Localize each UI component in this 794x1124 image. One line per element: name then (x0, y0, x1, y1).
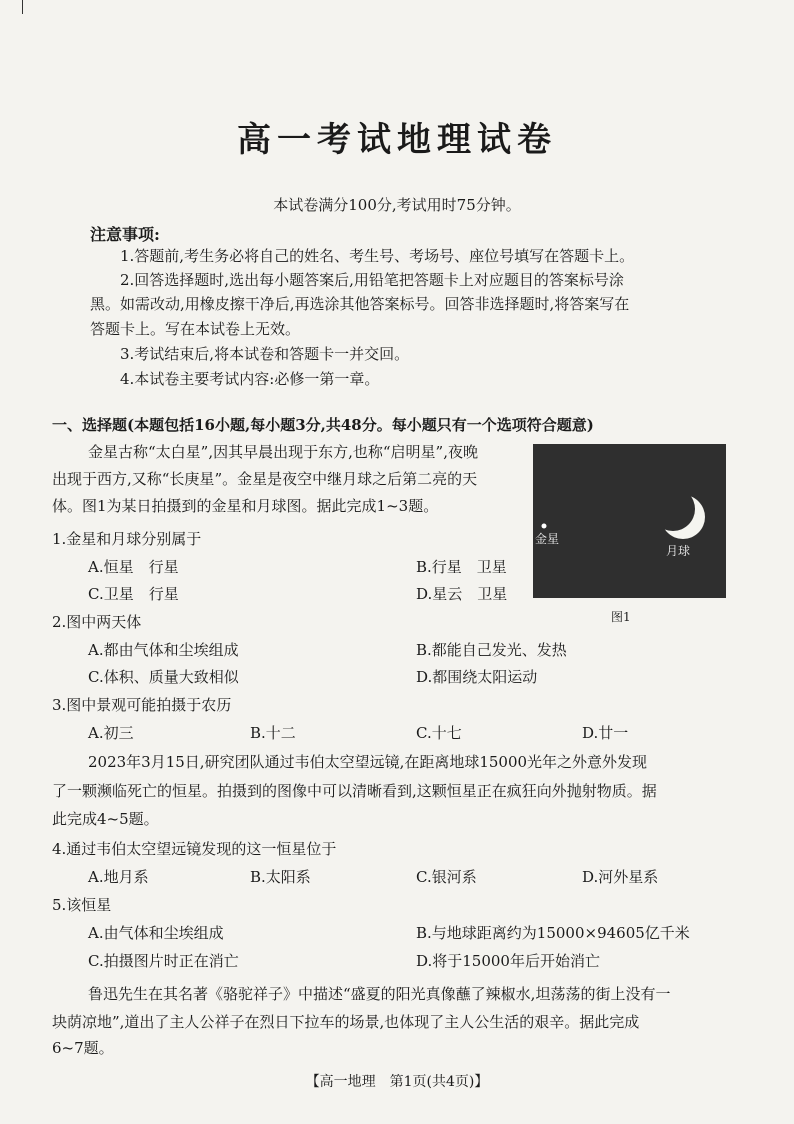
notice-line-6: 4.本试卷主要考试内容:必修一第一章。 (120, 370, 380, 388)
q4-option-d: D.河外星系 (582, 868, 659, 886)
section-header: 一、选择题(本题包括16小题,每小题3分,共48分。每小题只有一个选项符合题意) (52, 416, 594, 434)
notice-line-2: 2.回答选择题时,选出每小题答案后,用铅笔把答题卡上对应题目的答案标号涂 (120, 271, 624, 289)
q4-option-c: C.银河系 (416, 868, 477, 886)
q1-option-a: A.恒星 行星 (88, 558, 179, 576)
passage1-line-1: 金星古称“太白星”,因其早晨出现于东方,也称“启明星”,夜晚 (88, 443, 478, 461)
notice-line-3: 黑。如需改动,用橡皮擦干净后,再选涂其他答案标号。回答非选择题时,将答案写在 (90, 295, 630, 313)
q5-option-d: D.将于15000年后开始消亡 (416, 952, 600, 970)
q3-stem: 3.图中景观可能拍摄于农历 (52, 696, 232, 714)
q1-option-d: D.星云 卫星 (416, 585, 508, 603)
corner-mark (22, 0, 23, 14)
figure-svg (533, 444, 726, 598)
q3-option-d: D.廿一 (582, 724, 629, 742)
q5-stem: 5.该恒星 (52, 896, 112, 914)
exam-subtitle: 本试卷满分100分,考试用时75分钟。 (273, 196, 521, 214)
q5-option-a: A.由气体和尘埃组成 (88, 924, 224, 942)
moon-label: 月球 (666, 544, 691, 558)
passage3-line-3: 6~7题。 (52, 1039, 114, 1057)
notice-line-4: 答题卡上。写在本试卷上无效。 (90, 320, 301, 338)
q1-option-b: B.行星 卫星 (416, 558, 507, 576)
figure-caption: 图1 (611, 610, 631, 624)
notice-line-5: 3.考试结束后,将本试卷和答题卡一并交回。 (120, 345, 410, 363)
q3-option-c: C.十七 (416, 724, 462, 742)
q3-option-b: B.十二 (250, 724, 296, 742)
venus-label: 金星 (535, 532, 560, 546)
q4-option-a: A.地月系 (88, 868, 149, 886)
page-footer: 【高一地理 第1页(共4页)】 (305, 1074, 489, 1090)
passage3-line-2: 块荫凉地”,道出了主人公祥子在烈日下拉车的场景,也体现了主人公生活的艰辛。据此完成 (52, 1013, 640, 1031)
q2-option-a: A.都由气体和尘埃组成 (88, 641, 239, 659)
passage3-line-1: 鲁迅先生在其名著《骆驼祥子》中描述“盛夏的阳光真像蘸了辣椒水,坦荡荡的街上没有一 (88, 985, 671, 1003)
passage1-line-3: 体。图1为某日拍摄到的金星和月球图。据此完成1~3题。 (52, 497, 439, 515)
q5-option-c: C.拍摄图片时正在消亡 (88, 952, 239, 970)
q3-option-a: A.初三 (88, 724, 134, 742)
q4-stem: 4.通过韦伯太空望远镜发现的这一恒星位于 (52, 840, 337, 858)
q2-option-d: D.都围绕太阳运动 (416, 668, 538, 686)
passage2-line-1: 2023年3月15日,研究团队通过韦伯太空望远镜,在距离地球15000光年之外意外发现 (88, 753, 648, 771)
exam-title: 高一考试地理试卷 (237, 120, 557, 160)
notice-header: 注意事项: (90, 225, 160, 244)
passage2-line-3: 此完成4~5题。 (52, 810, 159, 828)
q5-option-b: B.与地球距离约为15000×94605亿千米 (416, 924, 690, 942)
notice-line-1: 1.答题前,考生务必将自己的姓名、考生号、考场号、座位号填写在答题卡上。 (120, 247, 635, 265)
q2-stem: 2.图中两天体 (52, 613, 142, 631)
q1-stem: 1.金星和月球分别属于 (52, 530, 202, 548)
q4-option-b: B.太阳系 (250, 868, 311, 886)
passage1-line-2: 出现于西方,又称“长庚星”。金星是夜空中继月球之后第二亮的天 (52, 470, 478, 488)
q1-option-c: C.卫星 行星 (88, 585, 179, 603)
q2-option-c: C.体积、质量大致相似 (88, 668, 239, 686)
figure-venus-moon (533, 444, 726, 598)
passage2-line-2: 了一颗濒临死亡的恒星。拍摄到的图像中可以清晰看到,这颗恒星正在疯狂向外抛射物质。据 (52, 782, 657, 800)
moon-crescent (533, 444, 726, 598)
q2-option-b: B.都能自己发光、发热 (416, 641, 567, 659)
